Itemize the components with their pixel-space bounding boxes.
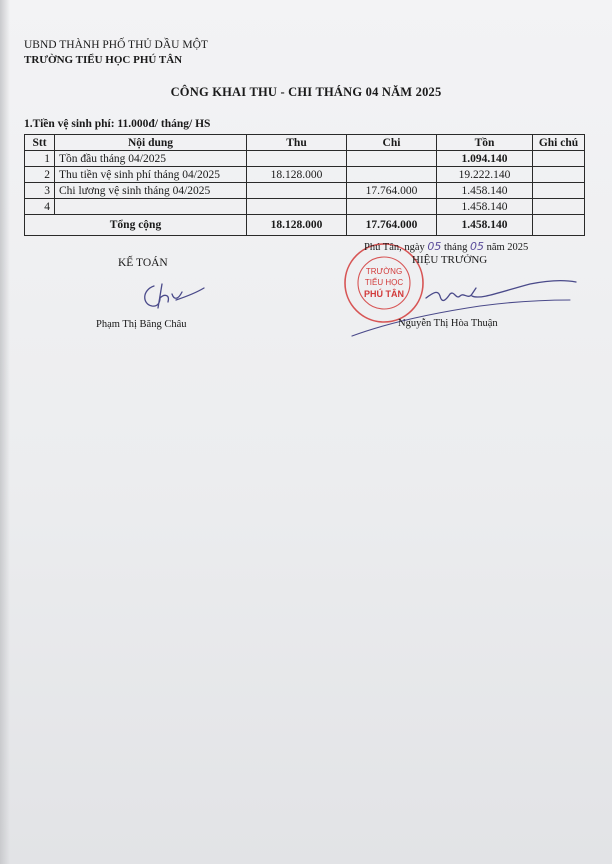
header-ton: Tồn <box>437 135 533 151</box>
table-header-row <box>25 135 585 151</box>
document-title: CÔNG KHAI THU - CHI THÁNG 04 NĂM 2025 <box>170 85 442 99</box>
cell-note <box>533 151 585 167</box>
cell-stt: 2 <box>25 167 55 183</box>
total-label: Tổng cộng <box>25 215 247 236</box>
section-heading: 1.Tiền vệ sinh phí: 11.000đ/ tháng/ HS <box>24 118 211 130</box>
date-month: 05 <box>469 240 484 253</box>
cell-chi <box>347 199 437 215</box>
table-row <box>25 151 585 167</box>
principal-name: Nguyễn Thị Hòa Thuận <box>398 318 498 329</box>
table-row <box>25 183 585 199</box>
cell-stt: 4 <box>25 199 55 215</box>
stamp-line3: PHÚ TÂN <box>364 289 404 299</box>
document-header <box>24 38 208 68</box>
header-thu: Thu <box>247 135 347 151</box>
accountant-title: KẾ TOÁN <box>118 257 168 269</box>
header-stt: Stt <box>25 135 55 151</box>
table-row <box>25 167 585 183</box>
fee-table <box>24 134 585 236</box>
table-total-row <box>25 215 585 236</box>
cell-ton: 1.458.140 <box>437 199 533 215</box>
principal-title: HIỆU TRƯỞNG <box>412 254 488 266</box>
cell-stt: 3 <box>25 183 55 199</box>
authority-name: UBND THÀNH PHỐ THỦ DẦU MỘT <box>24 39 208 51</box>
page-edge-shadow <box>0 0 10 864</box>
cell-thu <box>247 199 347 215</box>
header-content: Nội dung <box>55 135 247 151</box>
total-note <box>533 215 585 236</box>
cell-stt: 1 <box>25 151 55 167</box>
stamp-line1: TRƯỜNG <box>365 267 403 276</box>
school-name: TRƯỜNG TIỂU HỌC PHÚ TÂN <box>24 54 183 66</box>
cell-content <box>55 199 247 215</box>
cell-thu: 18.128.000 <box>247 167 347 183</box>
cell-note <box>533 167 585 183</box>
header-chi: Chi <box>347 135 437 151</box>
table-row <box>25 199 585 215</box>
header-note: Ghi chú <box>533 135 585 151</box>
stamp-line2: TIỂU HỌC <box>364 278 404 287</box>
cell-ton: 1.094.140 <box>437 151 533 167</box>
total-thu: 18.128.000 <box>247 215 347 236</box>
cell-chi: 17.764.000 <box>347 183 437 199</box>
cell-content: Thu tiền vệ sinh phí tháng 04/2025 <box>55 167 247 183</box>
cell-thu <box>247 183 347 199</box>
date-month-word: tháng <box>444 242 468 253</box>
cell-content: Tồn đầu tháng 04/2025 <box>55 151 247 167</box>
cell-content: Chi lương vệ sinh tháng 04/2025 <box>55 183 247 199</box>
accountant-signature <box>138 280 208 314</box>
accountant-name: Phạm Thị Băng Châu <box>96 319 187 330</box>
cell-ton: 19.222.140 <box>437 167 533 183</box>
total-chi: 17.764.000 <box>347 215 437 236</box>
date-year: năm 2025 <box>486 242 529 253</box>
date-place: Phú Tân, ngày <box>364 242 425 253</box>
cell-chi <box>347 167 437 183</box>
cell-note <box>533 183 585 199</box>
total-ton: 1.458.140 <box>437 215 533 236</box>
cell-chi <box>347 151 437 167</box>
cell-thu <box>247 151 347 167</box>
date-line <box>364 240 528 253</box>
cell-note <box>533 199 585 215</box>
date-day: 05 <box>427 240 442 253</box>
cell-ton: 1.458.140 <box>437 183 533 199</box>
